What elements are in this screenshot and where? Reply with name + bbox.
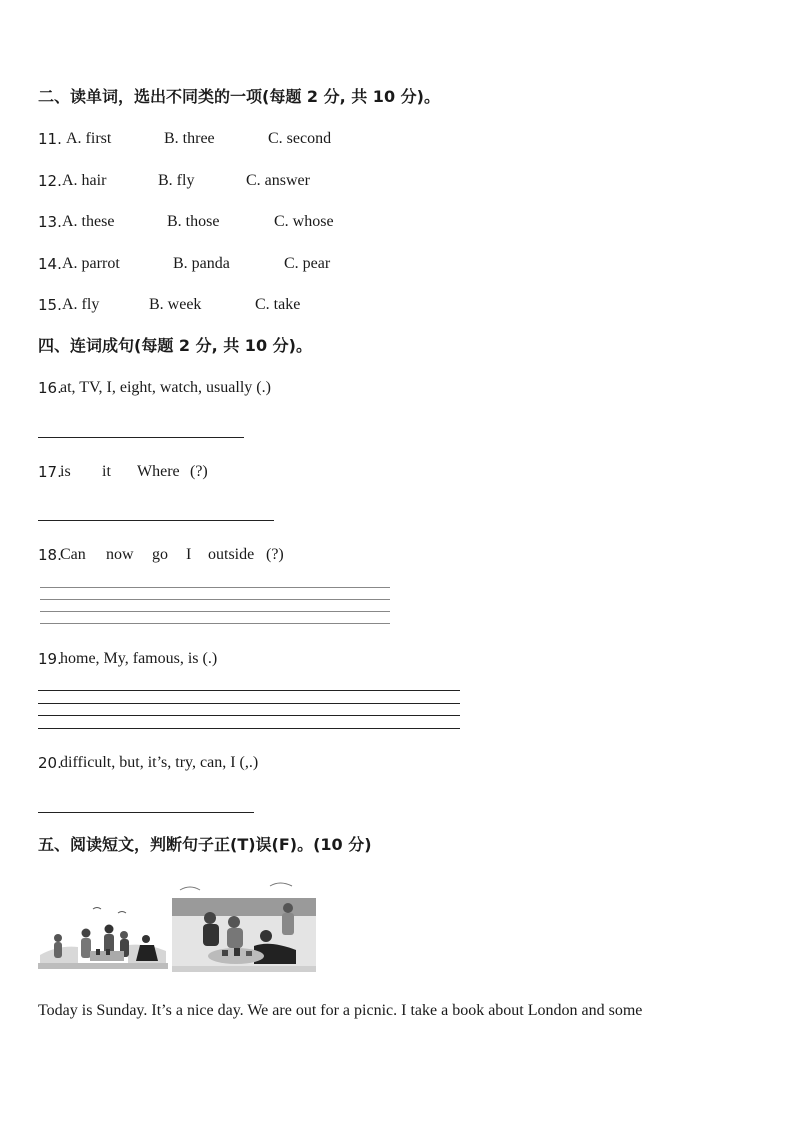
option-b: B. those — [167, 213, 220, 230]
punctuation-hint: (?) — [190, 463, 208, 480]
option-c: C. second — [268, 130, 332, 147]
question-number: 19. — [38, 650, 62, 668]
word: is — [60, 463, 71, 480]
answer-line[interactable] — [40, 599, 390, 600]
option-c: C. answer — [246, 172, 310, 189]
question-text: at, TV, I, eight, watch, usually (.) — [60, 379, 271, 396]
answer-line[interactable] — [38, 703, 460, 704]
answer-line[interactable] — [38, 520, 274, 521]
option-b: B. panda — [173, 255, 230, 272]
question-number: 14. — [38, 255, 62, 273]
answer-line[interactable] — [38, 728, 460, 729]
question-text: home, My, famous, is (.) — [60, 650, 218, 667]
answer-line[interactable] — [38, 437, 244, 438]
picnic-illustration-left — [38, 905, 168, 977]
answer-line[interactable] — [38, 812, 254, 813]
question-number: 12. — [38, 172, 62, 190]
option-b: B. fly — [158, 172, 195, 189]
word: go — [152, 546, 168, 563]
reading-passage: Today is Sunday. It’s a nice day. We are out for a picnic. I take a book about London and some — [38, 1002, 643, 1019]
word: Where — [137, 463, 180, 480]
question-number: 11. — [38, 130, 62, 148]
option-b: B. week — [149, 296, 202, 313]
option-a: A. parrot — [62, 255, 120, 272]
question-number: 13. — [38, 213, 62, 231]
section-2-heading: 二、读单词，选出不同类的一项(每题 2 分, 共 10 分)。 — [38, 87, 440, 106]
option-a: A. fly — [62, 296, 100, 313]
question-number: 20. — [38, 754, 62, 772]
question-number: 16. — [38, 379, 62, 397]
word: I — [186, 546, 192, 563]
answer-line[interactable] — [38, 715, 460, 716]
section-4-heading: 四、连词成句(每题 2 分, 共 10 分)。 — [38, 336, 312, 355]
punctuation-hint: (?) — [266, 546, 284, 563]
question-number: 17. — [38, 463, 62, 481]
option-a: A. these — [62, 213, 115, 230]
picnic-illustration-right — [170, 880, 320, 978]
section-5-heading: 五、阅读短文，判断句子正(T)误(F)。(10 分) — [38, 835, 372, 854]
word: it — [102, 463, 111, 480]
question-text: difficult, but, it’s, try, can, I (,.) — [60, 754, 259, 771]
answer-line[interactable] — [38, 690, 460, 691]
option-c: C. pear — [284, 255, 331, 272]
word: Can — [60, 546, 86, 563]
answer-line[interactable] — [40, 623, 390, 624]
question-number: 18. — [38, 546, 62, 564]
answer-line[interactable] — [40, 587, 390, 588]
word: now — [106, 546, 134, 563]
answer-line[interactable] — [40, 611, 390, 612]
option-c: C. whose — [274, 213, 334, 230]
option-a: A. hair — [62, 172, 107, 189]
option-b: B. three — [164, 130, 215, 147]
word: outside — [208, 546, 255, 563]
option-c: C. take — [255, 296, 301, 313]
question-number: 15. — [38, 296, 62, 314]
option-a: A. first — [66, 130, 112, 147]
